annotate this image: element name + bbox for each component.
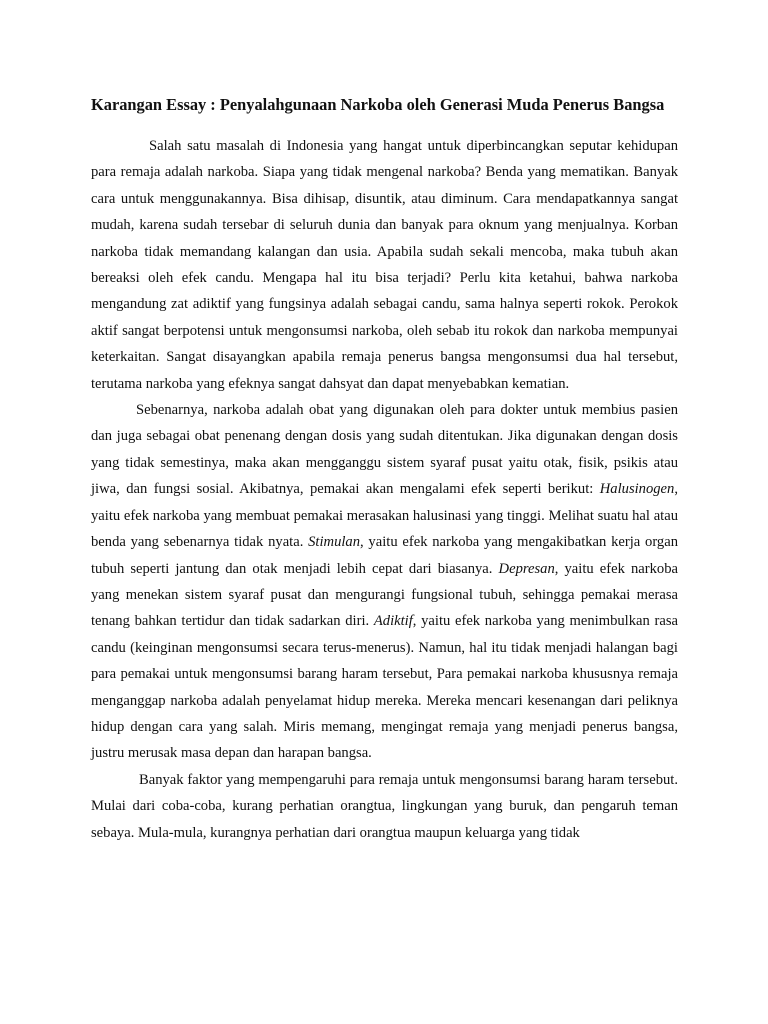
paragraph-text: Salah satu masalah di Indonesia yang hangat untuk diperbincangkan seputar kehidupan para remaja adalah narkoba. Siapa yang tidak mengenal narkoba? Benda yang mematikan. Banyak cara untuk menggunakannya. Bisa dihisap, disuntik, atau diminum. Cara mendapatkannya sangat mudah, karena sudah tersebar di seluruh dunia dan banyak para oknum yang menjualnya. Korban narkoba tidak memandang kalangan dan usia. Apabila sudah sekali mencoba, maka tubuh akan bereaksi oleh efek candu. Mengapa hal itu bisa terjadi? Perlu kita ketahui, bahwa narkoba mengandung zat adiktif yang fungsinya adalah sebagai candu, sama halnya seperti rokok. Perokok aktif sangat berpotensi untuk mengonsumsi narkoba, oleh sebab itu rokok dan narkoba mempunyai keterkaitan. Sangat disayangkan apabila remaja penerus bangsa mengonsumsi dua hal tersebut, terutama narkoba yang efeknya sangat dahsyat dan dapat menyebabkan kematian. bbox=[91, 138, 678, 392]
italic-term: Stimulan bbox=[308, 534, 361, 551]
paragraph-text: , yaitu efek narkoba yang menimbulkan rasa candu (keinginan mengonsumsi secara terus-menerus). Namun, hal itu tidak menjadi halangan bagi para pemakai untuk mengonsumsi barang haram tersebut, Para pemakai narkoba khususnya remaja menganggap narkoba adalah penyelamat hidup mereka. Mereka mencari kesenangan dari peliknya hidup dengan cara yang salah. Miris memang, mengingat remaja yang menjadi penerus bangsa, justru merusak masa depan dan harapan bangsa. bbox=[91, 613, 678, 762]
paragraph-text: , yaitu efek narkoba yang menekan sistem syaraf pusat dan mengurangi fungsional tubuh, sehingga pemakai merasa tenang bahkan tertidur dan tidak sadarkan diri. bbox=[91, 560, 679, 630]
paragraph-text: Sebenarnya, narkoba adalah obat yang digunakan oleh para dokter untuk membius pasien dan juga sebagai obat penenang dengan dosis yang sudah ditentukan. Jika digunakan dengan dosis yang tidak semestinya, maka akan mengganggu sistem syaraf pusat yaitu otak, fisik, psikis atau jiwa, dan fungsi sosial. Akibatnya, pemakai akan mengalami efek seperti berikut: bbox=[91, 402, 678, 498]
paragraph-text: , yaitu efek narkoba yang mengakibatkan kerja organ tubuh seperti jantung dan otak menjadi lebih cepat dari biasanya. bbox=[91, 534, 678, 577]
essay-paragraph-3 bbox=[91, 767, 678, 846]
italic-term: Depresan bbox=[498, 560, 555, 577]
paragraph-text: , yaitu efek narkoba yang membuat pemakai merasakan halusinasi yang tinggi. Melihat suatu hal atau benda yang sebenarnya tidak nyata. bbox=[91, 481, 678, 551]
essay-paragraph-2 bbox=[91, 397, 678, 767]
paragraph-text: Banyak faktor yang mempengaruhi para remaja untuk mengonsumsi barang haram tersebut. Mulai dari coba-coba, kurang perhatian orangtua, lingkungan yang buruk, dan pengaruh teman sebaya. Mula-mula, kurangnya perhatian dari orangtua maupun keluarga yang tidak bbox=[91, 771, 678, 841]
italic-term: Halusinogen bbox=[599, 481, 675, 498]
essay-paragraph-1 bbox=[91, 133, 678, 397]
italic-term: Adiktif bbox=[373, 613, 413, 630]
essay-title: Karangan Essay : Penyalahgunaan Narkoba oleh Generasi Muda Penerus Bangsa bbox=[91, 95, 665, 114]
